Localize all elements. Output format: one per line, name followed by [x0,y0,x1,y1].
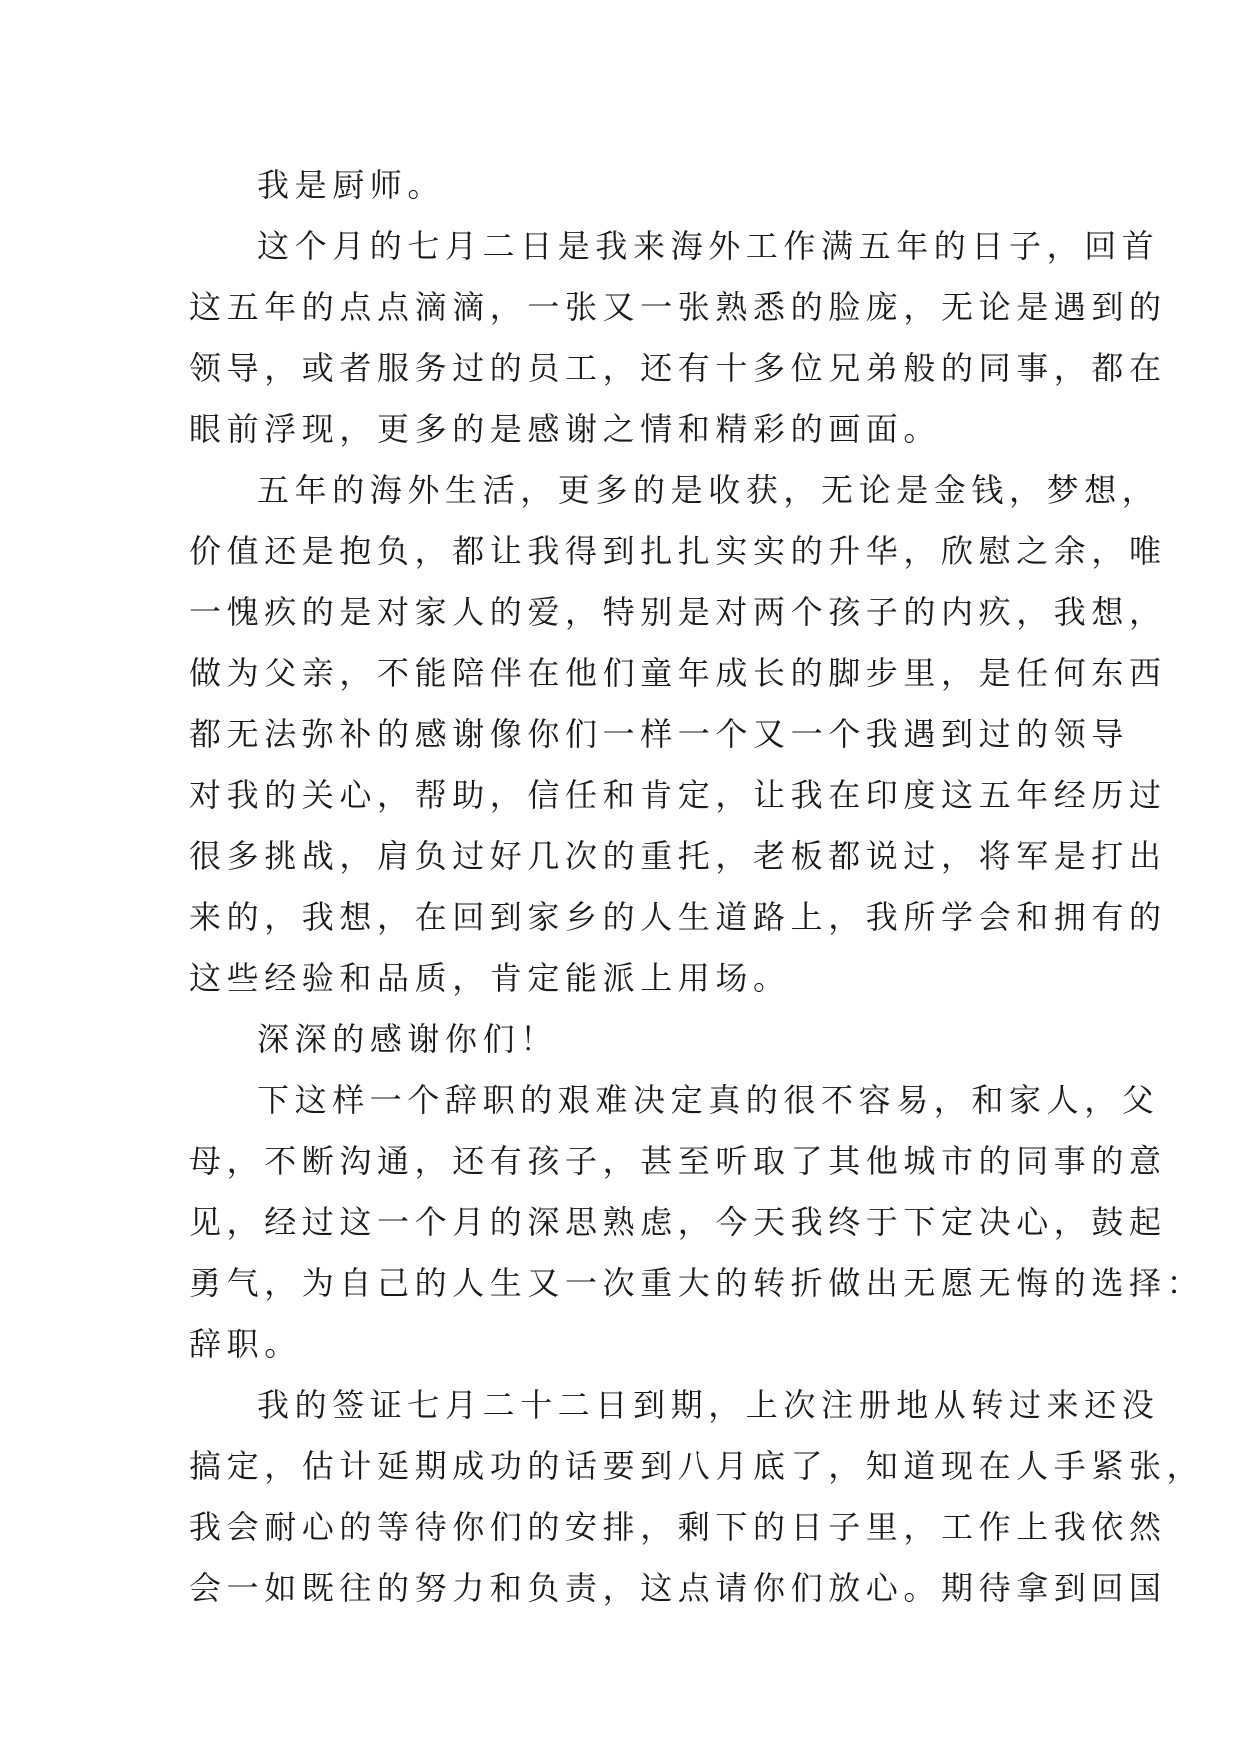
text-line: 都无法弥补的感谢像你们一样一个又一个我遇到过的领导 [189,715,1130,753]
text-line: 来的，我想，在回到家乡的人生道路上，我所学会和拥有的 [189,898,1167,936]
text-line: 勇气，为自己的人生又一次重大的转折做出无愿无悔的选择： [189,1264,1205,1302]
text-line: 会一如既往的努力和负责，这点请你们放心。期待拿到回国 [189,1569,1167,1607]
document-body [189,155,1205,1619]
text-line: 领导，或者服务过的员工，还有十多位兄弟般的同事，都在 [189,349,1167,387]
text-line: 五年的海外生活，更多的是收获，无论是金钱，梦想， [257,471,1160,509]
text-line: 很多挑战，肩负过好几次的重托，老板都说过，将军是打出 [189,837,1167,875]
text-line: 对我的关心，帮助，信任和肯定，让我在印度这五年经历过 [189,776,1167,814]
text-line: 见，经过这一个月的深思熟虑，今天我终于下定决心，鼓起 [189,1203,1167,1241]
text-line: 我是厨师。 [257,166,446,204]
text-line: 做为父亲，不能陪伴在他们童年成长的脚步里，是任何东西 [189,654,1167,692]
text-line: 眼前浮现，更多的是感谢之情和精彩的画面。 [189,410,942,448]
text-line: 价值还是抱负，都让我得到扎扎实实的升华，欣慰之余，唯 [189,532,1167,570]
text-line: 我会耐心的等待你们的安排，剩下的日子里，工作上我依然 [189,1508,1167,1546]
text-line: 母，不断沟通，还有孩子，甚至听取了其他城市的同事的意 [189,1142,1167,1180]
text-line: 这些经验和品质，肯定能派上用场。 [189,959,791,997]
text-line: 一愧疚的是对家人的爱，特别是对两个孩子的内疚，我想， [189,593,1167,631]
text-line: 我的签证七月二十二日到期，上次注册地从转过来还没 [257,1386,1160,1424]
text-line: 下这样一个辞职的艰难决定真的很不容易，和家人，父 [257,1081,1160,1119]
text-line: 辞职。 [189,1325,302,1363]
text-line: 这个月的七月二日是我来海外工作满五年的日子，回首 [257,227,1160,265]
text-line: 深深的感谢你们！ [257,1020,558,1058]
text-line: 搞定，估计延期成功的话要到八月底了，知道现在人手紧张， [189,1447,1205,1485]
text-line: 这五年的点点滴滴，一张又一张熟悉的脸庞，无论是遇到的 [189,288,1167,326]
